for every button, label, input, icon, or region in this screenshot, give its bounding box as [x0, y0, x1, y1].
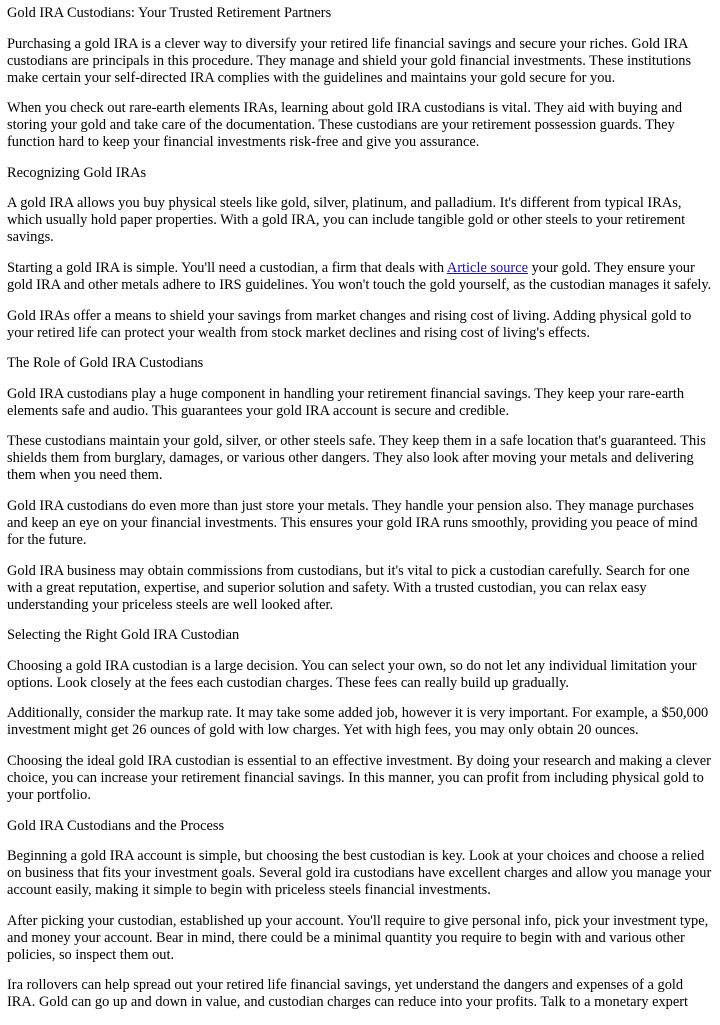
link-paragraph-before: Starting a gold IRA is simple. You'll need a custodian, a firm that deals with [7, 259, 447, 276]
paragraph-truncated: Ira rollovers can help spread out your retired life financial savings, yet understand the dangers and expenses of a gold IRA. Gold can go up and down in value, and custodian charges can reduce into your profits. Talk to a monetary expert [7, 977, 689, 1011]
section-heading: Selecting the Right Gold IRA Custodian [7, 627, 240, 644]
paragraph: A gold IRA allows you buy physical steels like gold, silver, platinum, and palladium. It's different from typical IRAs, which usually hold paper properties. With a gold IRA, you can include tangible gold or other steels to your retirement savings. [7, 195, 686, 246]
paragraph: These custodians maintain your gold, silver, or other steels safe. They keep them in a safe location that's guaranteed. This shields them from burglary, damages, or various other dangers. They also look after moving your metals and delivering them when you need them. [7, 433, 706, 484]
paragraph: When you check out rare-earth elements IRAs, learning about gold IRA custodians is vital. They aid with buying and storing your gold and take care of the documentation. These custodians are your retirement possession guards. They function hard to keep your financial investments risk-free and give you assurance. [7, 100, 683, 151]
paragraph: Gold IRA custodians do even more than just store your metals. They handle your pension also. They manage purchases and keep an eye on your financial investments. This ensures your gold IRA runs smoothly, providing you peace of mind for the future. [7, 497, 698, 548]
paragraph-intro: Purchasing a gold IRA is a clever way to diversify your retired life financial savings and secure your riches. Gold IRA custodians are principals in this procedure. They manage and shield your gold financial investments. These institutions make certain your self-directed IRA complies with the guidelines and maintains your gold secure for you. [7, 35, 692, 86]
section-heading: The Role of Gold IRA Custodians [7, 355, 204, 372]
document-title: Gold IRA Custodians: Your Trusted Retirement Partners [7, 5, 332, 21]
section-heading: Recognizing Gold IRAs [7, 164, 147, 181]
document-body [7, 5, 715, 1025]
paragraph: Gold IRA custodians play a huge component in handling your retirement financial savings. They keep your rare-earth elements safe and audio. This guarantees your gold IRA account is secure and credible. [7, 385, 685, 419]
section-heading: Gold IRA Custodians and the Process [7, 817, 225, 834]
paragraph: Choosing a gold IRA custodian is a large decision. You can select your own, so do not let any individual limitation your options. Look closely at the fees each custodian charges. These fees can really build up gradually. [7, 657, 697, 691]
paragraph: Beginning a gold IRA account is simple, but choosing the best custodian is key. Look at your choices and choose a relied on business that fits your investment goals. Several gold ira custodians have excellent charges and allow you manage your account easily, making it simple to begin with priceless steels financial investments. [7, 848, 712, 899]
paragraph-with-link [7, 260, 715, 294]
article-source-link[interactable]: Article source [446, 259, 528, 276]
paragraph: Choosing the ideal gold IRA custodian is essential to an effective investment. By doing your research and making a clever choice, you can increase your retirement financial savings. In this manner, you can profit from including physical gold to your portfolio. [7, 752, 711, 803]
paragraph: Additionally, consider the markup rate. It may take some added job, however it is very important. For example, a $50,000 investment might get 26 ounces of gold with low charges. Yet with high fees, you may only obtain 20 ounces. [7, 705, 709, 739]
paragraph: Gold IRA business may obtain commissions from custodians, but it's vital to pick a custodian carefully. Search for one with a great reputation, expertise, and superior solution and safety. With a trusted custodian, you can relax easy understanding your priceless steels are well looked after. [7, 562, 690, 613]
paragraph: After picking your custodian, established up your account. You'll require to give personal info, pick your investment type, and money your account. Bear in mind, there could be a minimal quantity you require to begin with and various other policies, so inspect them out. [7, 912, 709, 963]
paragraph: Gold IRAs offer a means to shield your savings from market changes and rising cost of living. Adding physical gold to your retired life can protect your wealth from stock market declines and rising cost of living's effects. [7, 307, 692, 341]
link-paragraph-after: your gold. They ensure your gold IRA and other metals adhere to IRS guidelines. You won't touch the gold yourself, as the custodian manages it safely. [7, 259, 712, 293]
